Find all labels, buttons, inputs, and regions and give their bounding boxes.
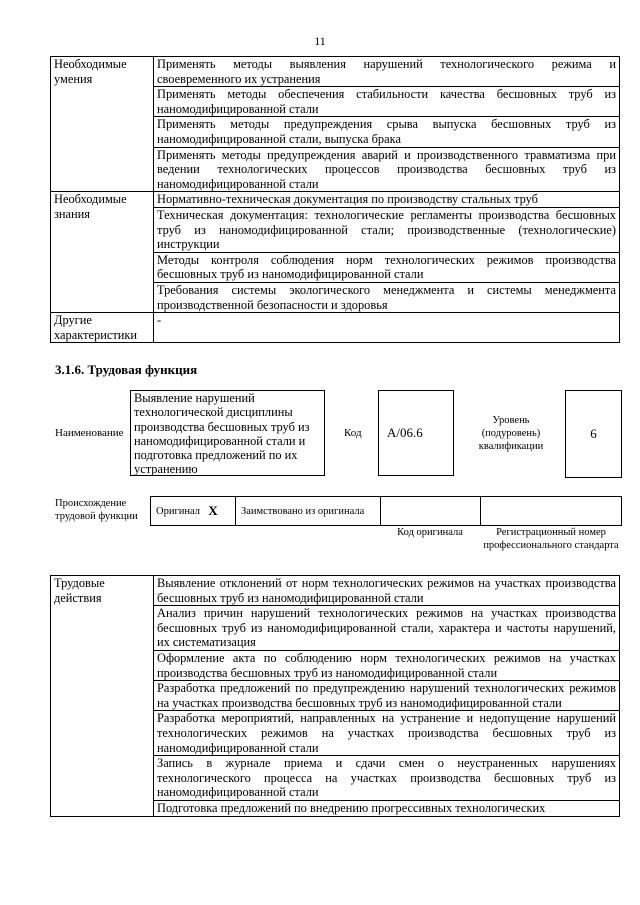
- row-label: Необходимые знания: [51, 192, 154, 313]
- row-item: Оформление акта по соблюдению норм технологических режимов на участках производства бесшовных труб из наномодифицированной стали: [154, 650, 620, 680]
- qualification-level: 6: [565, 390, 622, 478]
- row-item: Анализ причин нарушений технологических режимов на участках производства бесшовных труб из наномодифицированной стали, характера и частоты нарушений, их систематизация: [154, 606, 620, 651]
- row-item: Применять методы предупреждения срыва выпуска бесшовных труб из наномодифицированной стали, выпуска брака: [154, 117, 620, 147]
- origin-label: Происхождение трудовой функции: [55, 498, 138, 522]
- original-code-caption: Код оригинала: [397, 527, 463, 538]
- row-item: Применять методы предупреждения аварий и производственного травматизма при ведении технологических процессов производства бесшовных труб из наномодифицированной стали: [154, 147, 620, 192]
- section-heading: 3.1.6. Трудовая функция: [55, 362, 198, 377]
- borrowed-label: Заимствовано из оригинала: [236, 497, 381, 525]
- reg-number-caption: Регистрационный номер профессионального стандарта: [483, 527, 619, 551]
- name-label: Наименование: [55, 427, 124, 439]
- row-item: Нормативно-техническая документация по производству стальных труб: [154, 192, 620, 208]
- row-item: Требования системы экологического менеджмента и системы менеджмента производственной безопасности и здоровья: [154, 282, 620, 312]
- table-row: [51, 192, 620, 208]
- code-label: Код: [344, 427, 362, 439]
- row-label: Необходимые умения: [51, 57, 154, 192]
- row-item: Подготовка предложений по внедрению прогрессивных технологических: [154, 800, 620, 816]
- level-label: Уровень (подуровень) квалификации: [478, 415, 544, 452]
- reg-number-cell: [481, 497, 621, 525]
- row-item: Запись в журнале приема и сдачи смен о неустраненных нарушениях технологического процесса на участках производства бесшовных труб из наномодифицированной стали: [154, 756, 620, 801]
- row-label: Трудовые действия: [51, 576, 154, 817]
- skills-knowledge-table: [50, 56, 620, 343]
- function-code: А/06.6: [378, 390, 454, 476]
- table-row: [51, 313, 620, 343]
- row-item: -: [154, 313, 620, 343]
- row-item: Применять методы обеспечения стабильности качества бесшовных труб из наномодифицированной стали: [154, 87, 620, 117]
- row-item: Разработка предложений по предупреждению нарушений технологических режимов на участках производства бесшовных труб из наномодифицированной стали: [154, 681, 620, 711]
- table-row: [51, 57, 620, 87]
- row-item: Выявление отклонений от норм технологических режимов на участках производства бесшовных труб из наномодифицированной стали: [154, 576, 620, 606]
- row-item: Методы контроля соблюдения норм технологических режимов производства бесшовных труб из наномодифицированной стали: [154, 252, 620, 282]
- function-name: Выявление нарушений технологической дисциплины производства бесшовных труб из наномодифицированной стали и подготовка предложений по их устранению: [130, 390, 325, 476]
- origin-row: [150, 496, 622, 526]
- original-mark: X: [191, 497, 236, 525]
- page-number: 11: [314, 34, 326, 48]
- row-item: Применять методы выявления нарушений технологического режима и своевременного их устранения: [154, 57, 620, 87]
- table-row: [51, 576, 620, 606]
- original-code-cell: [381, 497, 481, 525]
- labor-actions-table: [50, 575, 620, 817]
- row-label: Другие характеристики: [51, 313, 154, 343]
- row-item: Разработка мероприятий, направленных на устранение и недопущение нарушений технологических режимов на участках производства бесшовных труб из наномодифицированной стали: [154, 711, 620, 756]
- row-item: Техническая документация: технологические регламенты производства бесшовных труб из наномодифицированной стали; производственные (технологические) инструкции: [154, 207, 620, 252]
- original-label: Оригинал: [156, 505, 200, 517]
